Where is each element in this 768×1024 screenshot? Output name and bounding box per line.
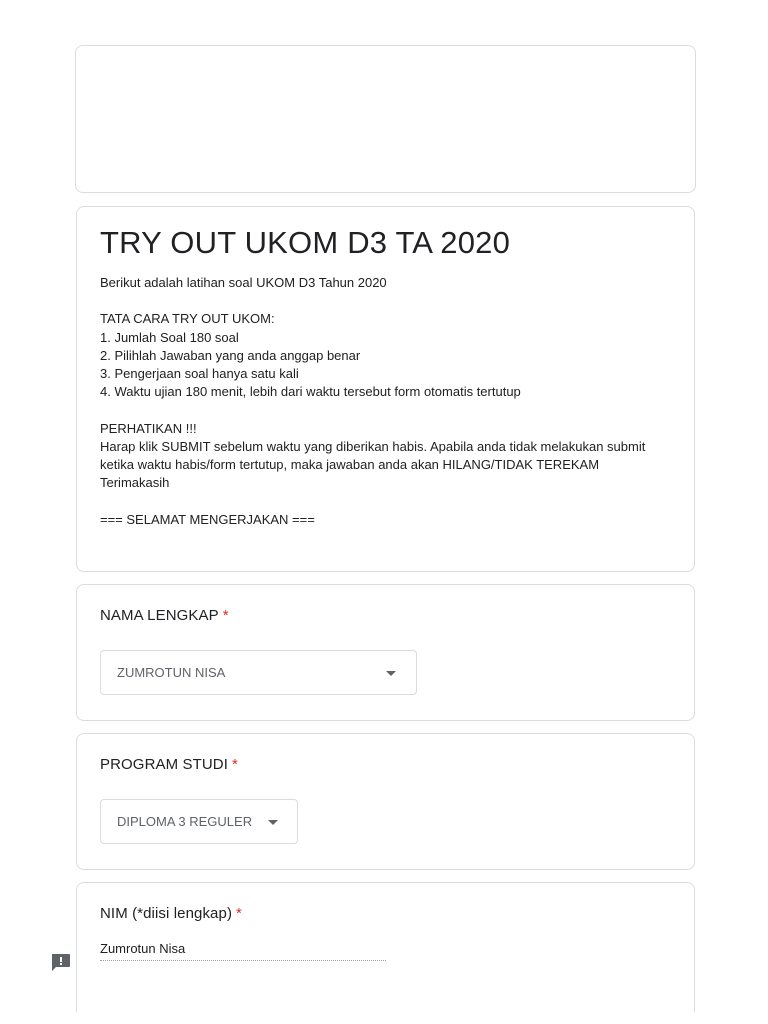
question-label: NIM (*diisi lengkap) [100,905,233,922]
required-asterisk: * [236,905,242,922]
nama-lengkap-dropdown[interactable] [100,650,417,695]
dropdown-selected-value: ZUMROTUN NISA [117,665,226,680]
chevron-down-icon [268,820,278,825]
report-feedback-icon [50,953,71,972]
question-title [100,756,238,773]
nim-text-input[interactable]: Zumrotun Nisa [100,941,386,961]
required-asterisk: * [231,756,238,773]
question-label: NAMA LENGKAP [100,607,219,624]
dropdown-selected-value: DIPLOMA 3 REGULER [117,814,253,829]
form-description: Berikut adalah latihan soal UKOM D3 Tahun 2020 TATA CARA TRY OUT UKOM: 1. Jumlah Soal 180 soal 2. Pilihlah Jawaban yang anda anggap benar 3. Pengerjaan soal hanya satu kali 4. Waktu ujian 180 menit, lebih dari waktu tersebut form otomatis tertutup PERHATIKAN !!! Harap klik SUBMIT sebelum waktu yang diberikan habis. Apabila anda tidak melakukan submit ketika waktu habis/form tertutup, maka jawaban anda akan HILANG/TIDAK TEREKAM Terimakasih === SELAMAT MENGERJAKAN === [100,275,646,527]
required-asterisk: * [222,607,229,624]
question-nama-lengkap [76,584,695,721]
question-title [100,905,242,922]
chevron-down-icon [386,671,396,676]
report-feedback-icon[interactable] [50,953,71,972]
question-program-studi [76,733,695,870]
question-title [100,607,229,624]
question-label: PROGRAM STUDI [100,756,228,773]
program-studi-dropdown[interactable] [100,799,298,844]
form-title: TRY OUT UKOM D3 TA 2020 [100,225,511,260]
header-banner [75,45,696,193]
question-nim [76,882,695,1012]
form-title-card [76,206,695,572]
